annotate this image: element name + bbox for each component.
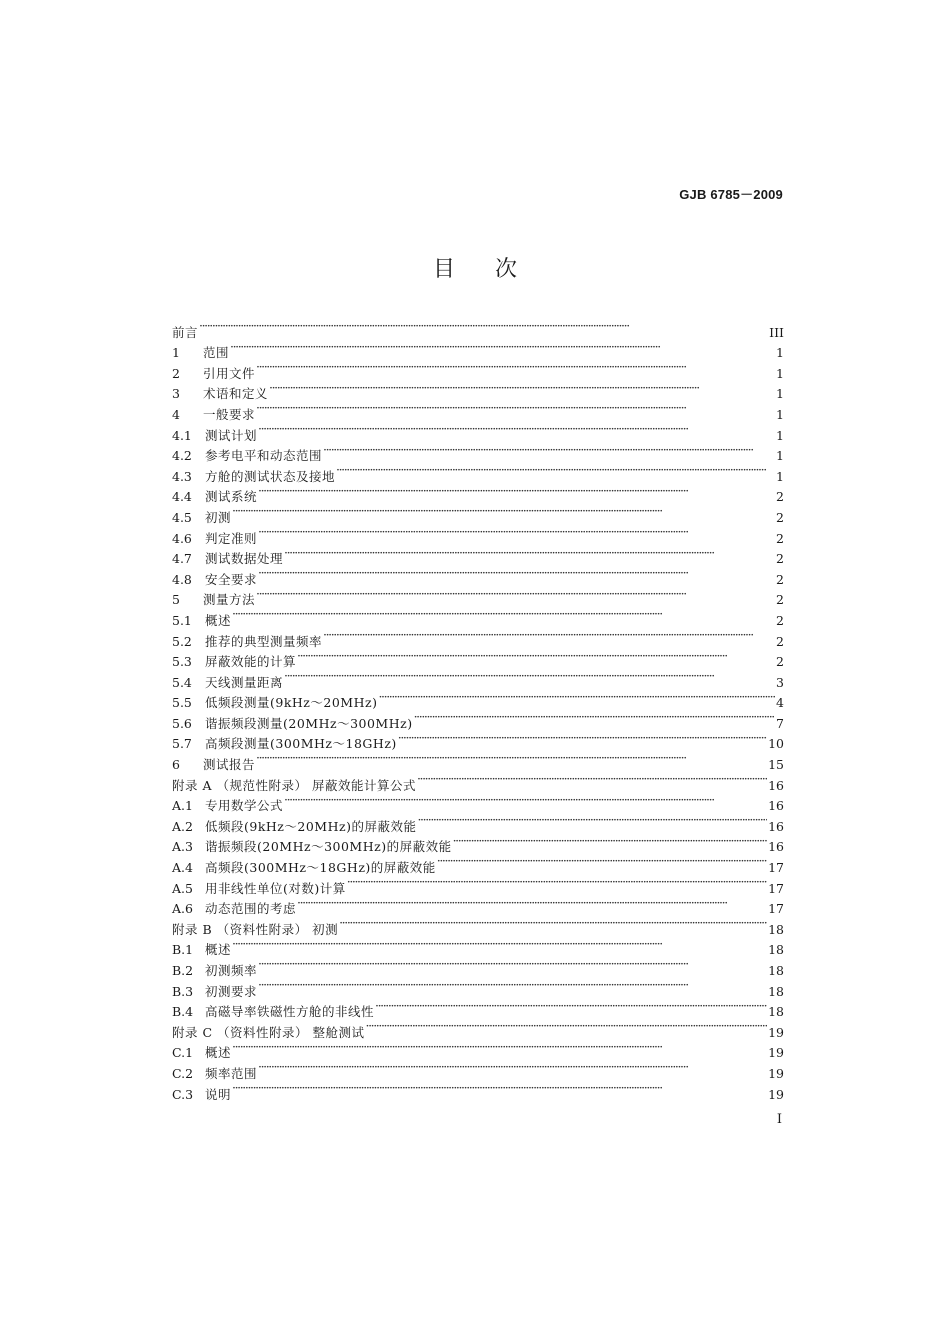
toc-entry xyxy=(172,604,784,628)
toc-entry-number: 3 xyxy=(172,386,180,402)
toc-entry-number: 5.7 xyxy=(172,736,192,752)
toc-leader-dots xyxy=(347,872,767,893)
toc-entry-page: 16 xyxy=(768,818,784,834)
toc-entry xyxy=(172,563,784,587)
toc-leader-dots xyxy=(256,748,767,769)
toc-entry-number: 4.7 xyxy=(172,551,192,567)
toc-leader-dots xyxy=(258,1057,767,1078)
toc-entry xyxy=(172,522,784,546)
toc-leader-dots xyxy=(258,419,775,440)
toc-leader-dots xyxy=(323,625,775,646)
toc-entry-number: B.4 xyxy=(172,1004,194,1020)
toc-entry-page: 19 xyxy=(768,1024,784,1040)
toc-leader-dots xyxy=(232,501,775,522)
table-of-contents xyxy=(172,316,784,1102)
toc-entry xyxy=(172,996,784,1020)
page-title: 目次 xyxy=(432,257,557,282)
toc-leader-dots xyxy=(378,687,775,708)
toc-entry-page: 16 xyxy=(768,798,784,814)
toc-entry-page: 16 xyxy=(768,839,784,855)
toc-entry-number: A.2 xyxy=(172,818,193,834)
toc-leader-dots xyxy=(232,604,775,625)
toc-entry-page: 2 xyxy=(776,633,784,649)
toc-entry-label: 附录 B （资料性附录） 初测 xyxy=(172,921,339,937)
toc-entry-page: 3 xyxy=(776,674,784,690)
toc-entry-number: 4.3 xyxy=(172,468,192,484)
toc-leader-dots xyxy=(256,584,775,605)
toc-entry xyxy=(172,954,784,978)
toc-entry xyxy=(172,501,784,525)
toc-entry-label: 测试系统 xyxy=(205,489,258,505)
toc-entry-number: B.2 xyxy=(172,963,194,978)
toc-entry xyxy=(172,337,784,361)
toc-entry-page: 1 xyxy=(776,427,784,443)
toc-entry-label: 测试计划 xyxy=(205,427,258,443)
toc-entry-page: 2 xyxy=(776,551,784,567)
toc-entry-page: 2 xyxy=(776,571,784,587)
toc-entry-page: 1 xyxy=(776,365,784,381)
toc-entry-label: 用非线性单位(对数)计算 xyxy=(205,880,346,896)
page-number: I xyxy=(776,1112,782,1127)
document-code: GJB 6785－2009 xyxy=(679,187,783,202)
toc-entry-label: 高频段(300MHz～18GHz)的屏蔽效能 xyxy=(205,860,436,876)
toc-entry-label: 安全要求 xyxy=(205,571,258,587)
toc-leader-dots xyxy=(258,522,775,543)
toc-leader-dots xyxy=(339,913,767,934)
toc-entry-number: A.3 xyxy=(172,839,193,855)
toc-entry-number: A.5 xyxy=(172,880,193,896)
toc-entry-number: 5.5 xyxy=(172,695,192,711)
toc-entry-number: 5.6 xyxy=(172,715,192,731)
toc-entry-page: 2 xyxy=(776,654,784,670)
toc-leader-dots xyxy=(232,934,767,955)
toc-entry-number: B.3 xyxy=(172,983,194,999)
toc-entry-page: 1 xyxy=(776,448,784,464)
toc-entry xyxy=(172,378,784,402)
toc-entry-number: 5.2 xyxy=(172,633,192,649)
toc-entry-page: 17 xyxy=(768,860,784,876)
toc-leader-dots xyxy=(256,398,775,419)
toc-leader-dots xyxy=(284,543,775,564)
toc-leader-dots xyxy=(336,460,775,481)
toc-entry-number: 4.5 xyxy=(172,509,192,525)
toc-entry-label: 附录 C （资料性附录） 整舱测试 xyxy=(172,1024,365,1040)
toc-entry xyxy=(172,1037,784,1061)
toc-entry-label: 附录 A （规范性附录） 屏蔽效能计算公式 xyxy=(172,777,416,793)
toc-entry-number: 4.4 xyxy=(172,489,192,505)
toc-entry-label: 谐振频段(20MHz～300MHz)的屏蔽效能 xyxy=(205,839,452,855)
toc-entry-number: A.1 xyxy=(172,798,193,814)
toc-entry-page: 2 xyxy=(776,612,784,628)
toc-entry xyxy=(172,1078,784,1102)
toc-entry-number: A.4 xyxy=(172,860,193,876)
toc-entry-label: 术语和定义 xyxy=(203,386,269,402)
toc-leader-dots xyxy=(258,563,775,584)
toc-leader-dots xyxy=(297,646,775,667)
toc-entry-page: 18 xyxy=(768,942,784,958)
toc-leader-dots xyxy=(417,769,767,790)
toc-entry-label: 推荐的典型测量频率 xyxy=(205,633,323,649)
toc-entry xyxy=(172,481,784,505)
toc-entry-label: 专用数学公式 xyxy=(205,798,284,814)
toc-leader-dots xyxy=(437,851,767,872)
toc-entry-label: 高频段测量(300MHz～18GHz) xyxy=(205,736,397,752)
toc-entry-label: 概述 xyxy=(205,942,232,958)
toc-entry-label: 前言 xyxy=(172,324,199,340)
toc-entry-number: 4.8 xyxy=(172,571,192,587)
toc-entry-number: 5.4 xyxy=(172,674,192,690)
toc-entry-page: 7 xyxy=(776,715,784,731)
toc-entry-label: 初测 xyxy=(205,509,232,525)
toc-entry-number: 4 xyxy=(172,406,180,422)
toc-entry-page: 1 xyxy=(776,386,784,402)
toc-entry-label: 参考电平和动态范围 xyxy=(205,448,323,464)
toc-entry-label: 引用文件 xyxy=(203,365,256,381)
toc-leader-dots xyxy=(256,357,775,378)
toc-entry-number: 4.1 xyxy=(172,427,192,443)
toc-entry-number: C.1 xyxy=(172,1045,194,1061)
toc-entry-number: 1 xyxy=(172,345,180,361)
toc-leader-dots xyxy=(232,1037,767,1058)
toc-leader-dots xyxy=(284,790,767,811)
toc-entry-page: 16 xyxy=(768,777,784,793)
toc-entry-page: 18 xyxy=(768,983,784,999)
toc-entry-page: 1 xyxy=(776,406,784,422)
toc-entry xyxy=(172,584,784,608)
toc-leader-dots xyxy=(366,1016,768,1037)
toc-entry-page: 2 xyxy=(776,530,784,546)
toc-entry-page: 1 xyxy=(776,468,784,484)
toc-leader-dots xyxy=(297,893,767,914)
toc-entry xyxy=(172,934,784,958)
toc-leader-dots xyxy=(199,316,768,337)
toc-entry-label: 说明 xyxy=(205,1086,232,1102)
toc-entry-page: 18 xyxy=(768,963,784,978)
toc-entry xyxy=(172,398,784,422)
toc-leader-dots xyxy=(258,975,767,996)
toc-entry-label: 测量方法 xyxy=(203,592,256,608)
toc-leader-dots xyxy=(258,954,767,975)
toc-entry-number: C.3 xyxy=(172,1086,194,1102)
toc-leader-dots xyxy=(414,707,775,728)
toc-entry-number: 5.1 xyxy=(172,612,192,628)
toc-entry-page: 4 xyxy=(776,695,784,711)
toc-entry-label: 谐振频段测量(20MHz～300MHz) xyxy=(205,715,413,731)
toc-leader-dots xyxy=(323,440,775,461)
toc-leader-dots xyxy=(453,831,768,852)
toc-entry xyxy=(172,748,784,773)
toc-entry-page: 18 xyxy=(768,1004,784,1020)
toc-entry-label: 测试报告 xyxy=(203,757,256,773)
toc-entry xyxy=(172,357,784,381)
toc-entry-number: A.6 xyxy=(172,901,193,917)
toc-entry xyxy=(172,440,784,464)
toc-leader-dots xyxy=(258,481,775,502)
toc-leader-dots xyxy=(398,728,767,749)
toc-entry-page: 2 xyxy=(776,509,784,525)
toc-entry-label: 初测频率 xyxy=(205,963,258,978)
toc-entry-page: 19 xyxy=(768,1045,784,1061)
toc-leader-dots xyxy=(375,996,767,1017)
toc-entry-page: 10 xyxy=(768,736,784,752)
toc-entry xyxy=(172,625,784,649)
toc-entry-page: 2 xyxy=(776,592,784,608)
toc-entry-label: 范围 xyxy=(203,345,230,361)
toc-entry-label: 方舱的测试状态及接地 xyxy=(205,468,336,484)
toc-entry-label: 概述 xyxy=(205,1045,232,1061)
toc-entry-page: 19 xyxy=(768,1086,784,1102)
toc-entry-label: 低频段(9kHz～20MHz)的屏蔽效能 xyxy=(205,818,417,834)
toc-entry-page: III xyxy=(769,324,784,340)
toc-entry-page: 17 xyxy=(768,880,784,896)
toc-entry-label: 判定准则 xyxy=(205,530,258,546)
toc-entry-label: 高磁导率铁磁性方舱的非线性 xyxy=(205,1004,375,1020)
toc-leader-dots xyxy=(284,666,775,687)
toc-entry-label: 低频段测量(9kHz～20MHz) xyxy=(205,695,378,711)
toc-entry-label: 初测要求 xyxy=(205,983,258,999)
toc-entry-number: 6 xyxy=(172,757,180,773)
toc-entry xyxy=(172,769,784,793)
toc-entry-label: 一般要求 xyxy=(203,406,256,422)
toc-leader-dots xyxy=(417,810,767,831)
toc-entry-number: 2 xyxy=(172,365,180,381)
toc-entry xyxy=(172,419,784,443)
toc-entry-page: 2 xyxy=(776,489,784,505)
toc-entry-page: 17 xyxy=(768,901,784,917)
toc-entry-number: C.2 xyxy=(172,1065,194,1081)
toc-entry-page: 1 xyxy=(776,345,784,361)
toc-leader-dots xyxy=(232,1078,767,1099)
toc-entry-number: B.1 xyxy=(172,942,194,958)
toc-entry-label: 概述 xyxy=(205,612,232,628)
toc-entry-label: 天线测量距离 xyxy=(205,674,284,690)
toc-entry-page: 18 xyxy=(768,921,784,937)
toc-entry-label: 测试数据处理 xyxy=(205,551,284,567)
toc-entry-number: 4.6 xyxy=(172,530,192,546)
toc-entry xyxy=(172,316,784,340)
toc-entry-number: 5.3 xyxy=(172,654,192,670)
toc-entry-number: 5 xyxy=(172,592,180,608)
toc-entry xyxy=(172,543,784,567)
toc-entry xyxy=(172,975,784,999)
toc-entry-label: 屏蔽效能的计算 xyxy=(205,654,297,670)
toc-entry-label: 频率范围 xyxy=(205,1065,258,1081)
toc-entry-page: 15 xyxy=(768,757,784,773)
toc-leader-dots xyxy=(230,337,775,358)
toc-entry-page: 19 xyxy=(768,1065,784,1081)
toc-leader-dots xyxy=(269,378,775,399)
toc-entry-number: 4.2 xyxy=(172,448,192,464)
toc-entry xyxy=(172,1057,784,1081)
toc-entry-label: 动态范围的考虑 xyxy=(205,901,297,917)
